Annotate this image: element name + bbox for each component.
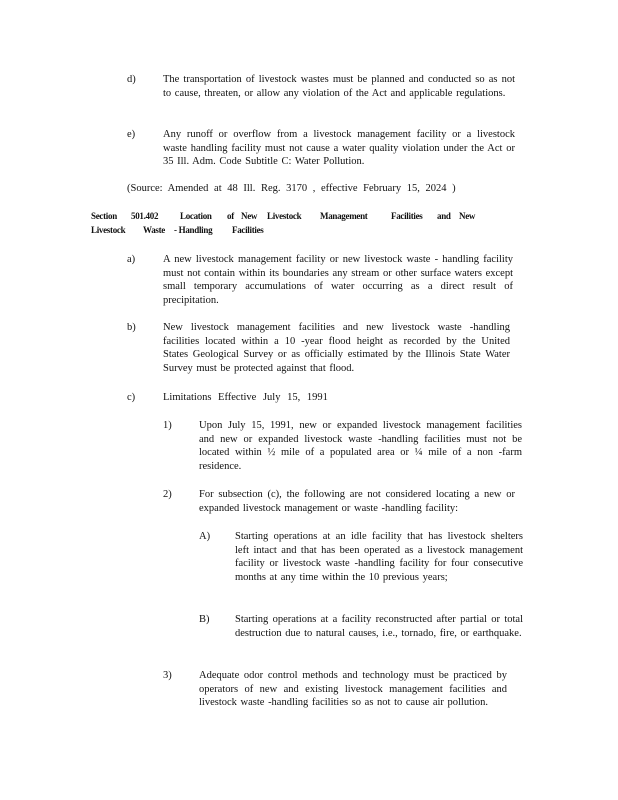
section-heading-word: Location: [180, 211, 212, 221]
section-heading-word: - Handling: [174, 225, 213, 235]
limitation-2B-text: Starting operations at a facility reconstructed after partial or total destruction due to natural causes, i.e., tornado, fire, or earthquake.: [235, 614, 523, 639]
limitation-2-label: 2): [163, 489, 172, 500]
limitation-3-text: Adequate odor control methods and technology must be practiced by operators of new and existing livestock management facilities and livestock waste -handling facilities so as not to cause air pollution.: [199, 670, 507, 709]
subsection-a-label: a): [127, 254, 136, 265]
item-e-text: Any runoff or overflow from a livestock management facility or a livestock waste handling facility must not cause a water quality violation under the Act or 35 Ill. Adm. Code Subtitle C: Water Pollution.: [163, 129, 515, 168]
limitation-2-text: For subsection (c), the following are not considered locating a new or expanded livestock management or waste -handling facility:: [199, 489, 515, 514]
section-heading-word: of: [227, 211, 234, 221]
section-heading-word: Management: [320, 211, 368, 221]
section-heading-word: Facilities: [391, 211, 423, 221]
item-d-text: The transportation of livestock wastes must be planned and conducted so as not to cause, threaten, or allow any violation of the Act and applicable regulations.: [163, 74, 515, 99]
subsection-b-text: New livestock management facilities and new livestock waste -handling facilities located within a 10 -year flood height as recorded by the United States Geological Survey or as officially estimated by the Illinois State Water Survey must be protected against that flood.: [163, 322, 510, 374]
section-heading-word: and: [437, 211, 451, 221]
item-d-label: d): [127, 74, 136, 85]
subsection-b-label: b): [127, 322, 136, 333]
section-heading-word: Livestock: [91, 225, 126, 235]
limitation-1-text: Upon July 15, 1991, new or expanded livestock management facilities and new or expanded livestock waste -handling facilities must not be located within ½ mile of a populated area or ¼ mile of a non -farm residence.: [199, 420, 522, 472]
limitation-3-label: 3): [163, 670, 172, 681]
section-heading-word: Section: [91, 211, 117, 221]
section-heading-word: Waste: [143, 225, 165, 235]
item-e-label: e): [127, 129, 136, 140]
limitation-2B-label: B): [199, 614, 210, 625]
section-heading-word: 501.402: [131, 211, 159, 221]
limitation-2A-text: Starting operations at an idle facility that has livestock shelters left intact and that has been operated as a livestock management facility or livestock waste -handling facility for four consecutive months at any time within the 10 previous years;: [235, 531, 523, 583]
limitation-1-label: 1): [163, 420, 172, 431]
subsection-c-title: Limitations Effective July 15, 1991: [163, 392, 328, 403]
section-heading-word: New: [241, 211, 258, 221]
subsection-c-label: c): [127, 392, 136, 403]
section-heading-word: New: [459, 211, 476, 221]
section-heading-word: Livestock: [267, 211, 302, 221]
subsection-a-text: A new livestock management facility or new livestock waste - handling facility must not contain within its boundaries any stream or other surface waters except small temporary accumulations of water occurring as a direct result of precipitation.: [163, 254, 513, 306]
source-note: (Source: Amended at 48 Ill. Reg. 3170 , effective February 15, 2024 ): [127, 183, 456, 194]
limitation-2A-label: A): [199, 531, 211, 542]
section-heading-word: Facilities: [232, 225, 264, 235]
